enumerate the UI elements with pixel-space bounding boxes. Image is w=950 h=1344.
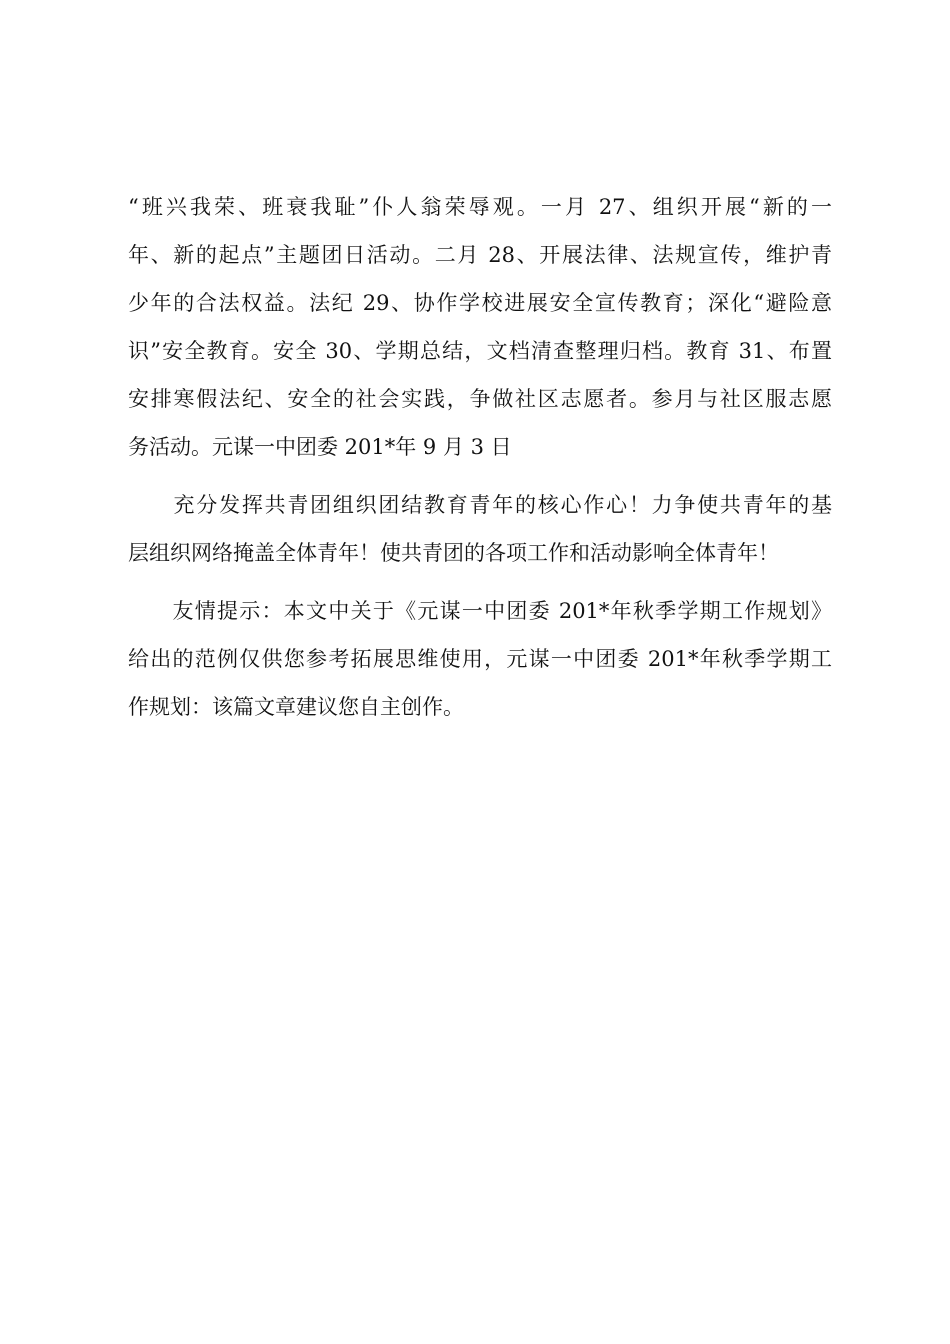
paragraph-1-line-5: 安排寒假法纪、安全的社会实践，争做社区志愿者。参月与社区服志愿 <box>128 387 832 411</box>
paragraph-1-line-1: “班兴我荣、班衰我耻”仆人翁荣辱观。一月 27、组织开展“新的一 <box>128 195 832 219</box>
paragraph-3-line-2: 给出的范例仅供您参考拓展思维使用，元谋一中团委 201*年秋季学期工 <box>128 647 832 671</box>
paragraph-1-line-2: 年、新的起点”主题团日活动。二月 28、开展法律、法规宣传，维护青 <box>128 243 832 267</box>
paragraph-1-line-4: 识”安全教育。安全 30、学期总结，文档清查整理归档。教育 31、布置 <box>128 339 832 363</box>
paragraph-2-line-1: 充分发挥共青团组织团结教育青年的核心作心！力争使共青年的基 <box>128 493 832 517</box>
paragraph-1-line-3: 少年的合法权益。法纪 29、协作学校进展安全宣传教育；深化“避险意 <box>128 291 832 315</box>
paragraph-3-line-1: 友情提示：本文中关于《元谋一中团委 201*年秋季学期工作规划》 <box>128 599 832 623</box>
paragraph-2-line-2: 层组织网络掩盖全体青年！使共青团的各项工作和活动影响全体青年！ <box>128 541 779 565</box>
paragraph-3-line-3: 作规划：该篇文章建议您自主创作。 <box>128 695 464 719</box>
paragraph-1-line-6: 务活动。元谋一中团委 201*年 9 月 3 日 <box>128 435 512 459</box>
